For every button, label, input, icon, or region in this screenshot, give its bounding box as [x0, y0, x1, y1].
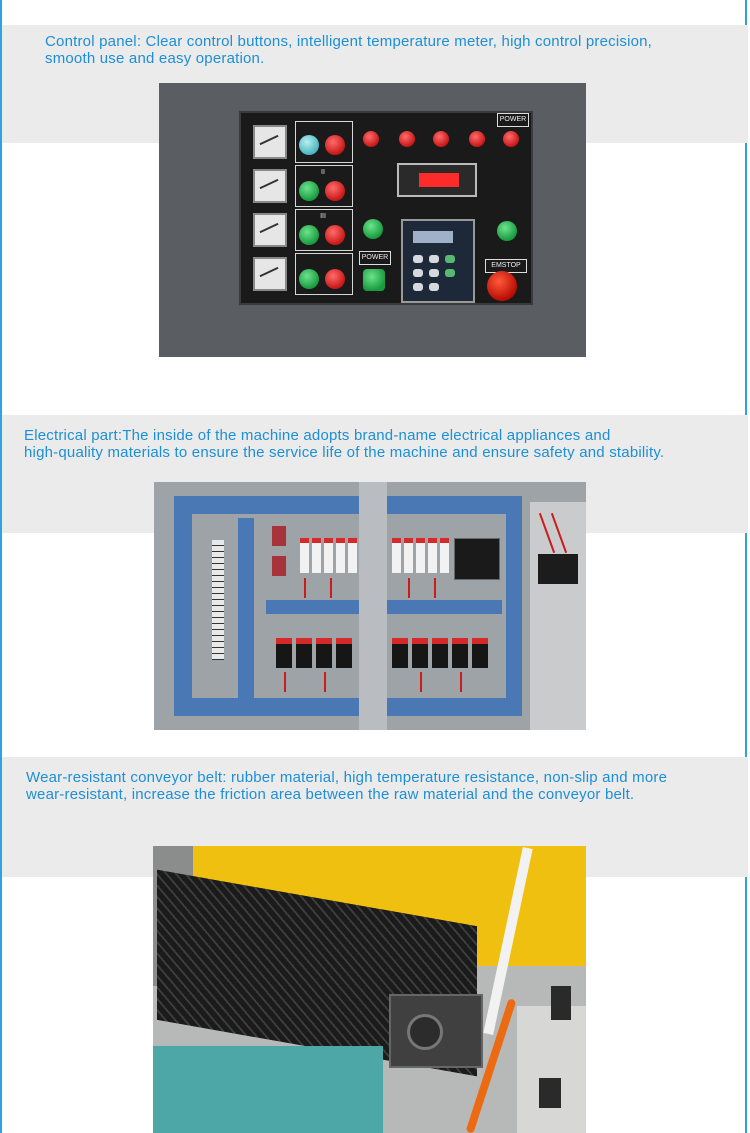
- stop-button-1: [325, 135, 345, 155]
- breaker: [300, 538, 309, 573]
- row-label-2: II: [321, 169, 325, 176]
- contactor: [452, 638, 468, 668]
- contactor: [316, 638, 332, 668]
- limit-switch-2: [539, 1078, 561, 1108]
- side-wall: [530, 502, 586, 730]
- row-label-3: III: [320, 213, 326, 220]
- power-indicator-lamp: [503, 131, 519, 147]
- contactor: [336, 638, 352, 668]
- emergency-stop-button: [487, 271, 517, 301]
- left-rail: [174, 496, 192, 716]
- breaker: [416, 538, 425, 573]
- contactor: [432, 638, 448, 668]
- start-button-4: [299, 269, 319, 289]
- indicator-lamp-2: [399, 131, 415, 147]
- wire: [434, 578, 436, 598]
- wire: [324, 672, 326, 692]
- breaker: [348, 538, 357, 573]
- ammeter-4: [253, 257, 287, 291]
- ammeter-3: [253, 213, 287, 247]
- breaker: [312, 538, 321, 573]
- side-panel: [517, 1006, 586, 1133]
- start-button-3: [299, 225, 319, 245]
- control-panel-plate: [239, 111, 533, 305]
- breaker: [336, 538, 345, 573]
- roller-shaft: [407, 1014, 443, 1050]
- bottom-rail: [174, 698, 514, 716]
- terminal-strip-side: [538, 554, 578, 584]
- relay-2: [272, 556, 286, 576]
- emstop-label: EMSTOP: [485, 259, 527, 273]
- right-accent-line: [745, 0, 747, 1133]
- indicator-lamp-4: [469, 131, 485, 147]
- breaker: [404, 538, 413, 573]
- power-button: [363, 269, 385, 291]
- wire: [330, 578, 332, 598]
- ammeter-2: [253, 169, 287, 203]
- control-panel-photo: [159, 83, 586, 357]
- wire: [408, 578, 410, 598]
- electrical-caption-line-2: high-quality materials to ensure the service life of the machine and ensure safety and stability.: [24, 444, 665, 461]
- feed-table: [153, 1046, 383, 1133]
- conveyor-belt-photo: [153, 846, 586, 1133]
- power-meter-box: [454, 538, 500, 580]
- contactor: [472, 638, 488, 668]
- control-panel-caption-line-2: smooth use and easy operation.: [45, 50, 265, 67]
- conveyor-caption-line-1: Wear-resistant conveyor belt: rubber material, high temperature resistance, non-slip and more: [26, 769, 668, 786]
- breaker: [428, 538, 437, 573]
- breaker: [324, 538, 333, 573]
- terminal-block: [212, 540, 224, 660]
- stop-button-2: [325, 181, 345, 201]
- ammeter-1: [253, 125, 287, 159]
- contactor: [296, 638, 312, 668]
- breaker: [440, 538, 449, 573]
- frequency-inverter: [401, 219, 475, 303]
- indicator-lamp-3: [433, 131, 449, 147]
- power-label-top: POWER: [497, 113, 529, 127]
- relay-1: [272, 526, 286, 546]
- center-post: [359, 482, 387, 730]
- inner-rail: [238, 518, 254, 698]
- contactor: [412, 638, 428, 668]
- temperature-meter: [397, 163, 477, 197]
- start-button-1: [299, 135, 319, 155]
- stop-button-4: [325, 269, 345, 289]
- power-label-bottom: POWER: [359, 251, 391, 265]
- conveyor-caption-line-2: wear-resistant, increase the friction area between the raw material and the conveyor belt.: [26, 786, 635, 803]
- contactor: [392, 638, 408, 668]
- stop-button-3: [325, 225, 345, 245]
- indicator-lamp-1: [363, 131, 379, 147]
- control-panel-caption-line-1: Control panel: Clear control buttons, intelligent temperature meter, high control precision,: [45, 33, 653, 50]
- raise-button: [363, 219, 383, 239]
- wire: [284, 672, 286, 692]
- electrical-cabinet-photo: [154, 482, 586, 730]
- wire: [420, 672, 422, 692]
- right-rail: [506, 496, 522, 716]
- lower-button: [497, 221, 517, 241]
- top-rail-right: [390, 496, 520, 514]
- wire: [460, 672, 462, 692]
- contactor: [276, 638, 292, 668]
- breaker: [392, 538, 401, 573]
- start-button-2: [299, 181, 319, 201]
- left-accent-line: [0, 0, 2, 1133]
- limit-switch-1: [551, 986, 571, 1020]
- wire: [304, 578, 306, 598]
- electrical-caption-line-1: Electrical part:The inside of the machine adopts brand-name electrical appliances and: [24, 427, 611, 444]
